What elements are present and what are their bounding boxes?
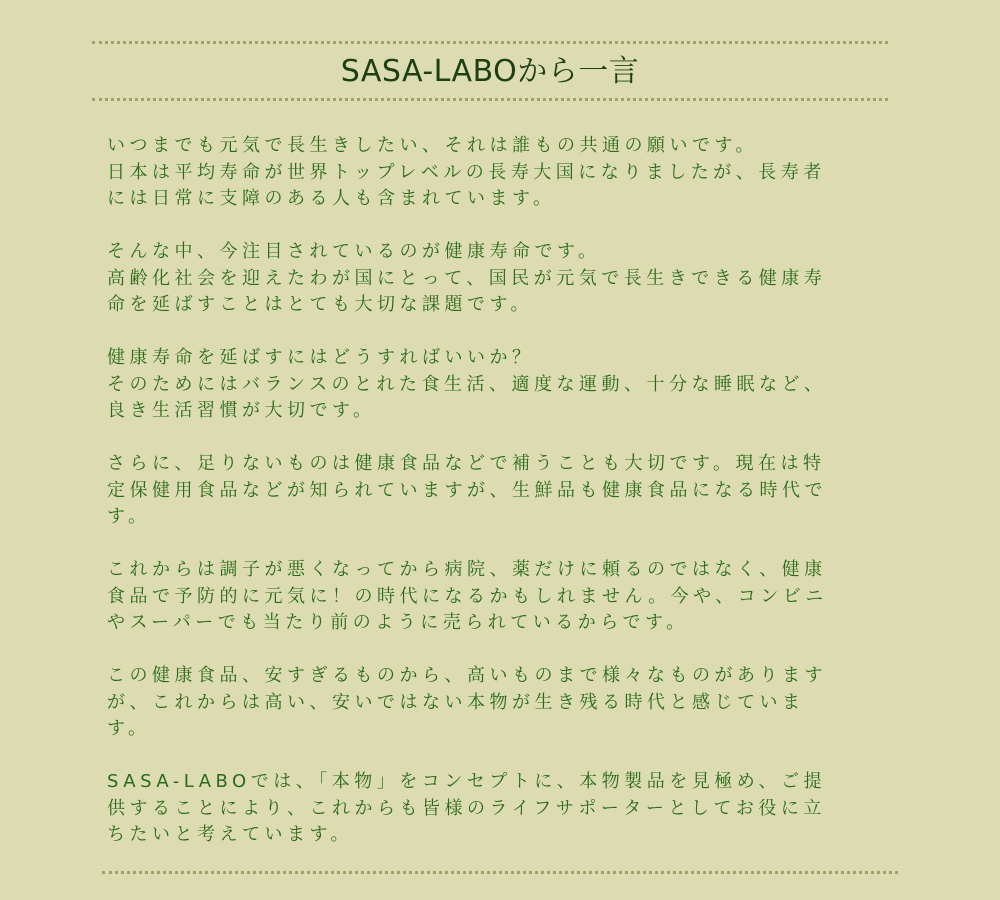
text-line: 定保健用食品などが知られていますが、生鮮品も健康食品になる時代で	[107, 479, 827, 501]
text-line: 良き生活習慣が大切です。	[107, 400, 376, 421]
text-line: には日常に支障のある人も含まれています。	[107, 188, 556, 209]
paragraph-lifestyle-habits	[107, 345, 887, 425]
text-line: す。	[107, 506, 151, 527]
text-line: 供することにより、これからも皆様のライフサポーターとしてお役に立	[107, 797, 826, 819]
text-line: 命を延ばすことはとても大切な課題です。	[107, 294, 534, 315]
text-line: この健康食品、安すぎるものから、高いものまで様々なものがあります	[107, 665, 827, 686]
paragraph-health-foods	[107, 451, 887, 531]
text-line: そんな中、今注目されているのが健康寿命です。	[107, 241, 601, 262]
dotted-divider-top	[92, 41, 888, 44]
message-body	[107, 133, 887, 875]
text-line: 高齢化社会を迎えたわが国にとって、国民が元気で長生きできる健康寿	[107, 267, 827, 289]
text-line: さらに、足りないものは健康食品などで補うことも大切です。現在は特	[107, 453, 826, 474]
text-line: 日本は平均寿命が世界トップレベルの長寿大国になりましたが、長寿者	[107, 161, 826, 183]
paragraph-sasa-labo-concept	[107, 769, 887, 849]
paragraph-healthy-longevity	[107, 133, 887, 213]
text-line: これからは調子が悪くなってから病院、薬だけに頼るのではなく、健康	[107, 559, 827, 580]
text-line: 健康寿命を延ばすにはどうすればいいか？	[107, 347, 535, 368]
text-line: いつまでも元気で長生きしたい、それは誰もの共通の願いです。	[107, 135, 759, 156]
text-line: ちたいと考えています。	[107, 824, 354, 845]
text-line: SASA-LABOでは、「本物」をコンセプトに、本物製品を見極め、ご提	[107, 771, 826, 792]
text-line: やスーパーでも当たり前のように売られているからです。	[107, 612, 689, 633]
paragraph-preventive-era	[107, 557, 887, 637]
text-line: 食品で予防的に元気に！の時代になるかもしれません。今や、コンビニ	[107, 585, 828, 607]
text-line: す。	[107, 718, 151, 739]
paragraph-genuine-products	[107, 663, 887, 743]
text-line: そのためにはバランスのとれた食生活、適度な運動、十分な睡眠など、	[107, 373, 827, 395]
paragraph-healthy-life-expectancy	[107, 239, 887, 319]
text-line: が、これからは高い、安いではない本物が生き残る時代と感じていま	[107, 691, 805, 713]
dotted-divider-bottom	[102, 871, 898, 874]
dotted-divider-title-bottom	[92, 98, 888, 101]
section-title: SASA-LABOから一言	[340, 54, 640, 89]
